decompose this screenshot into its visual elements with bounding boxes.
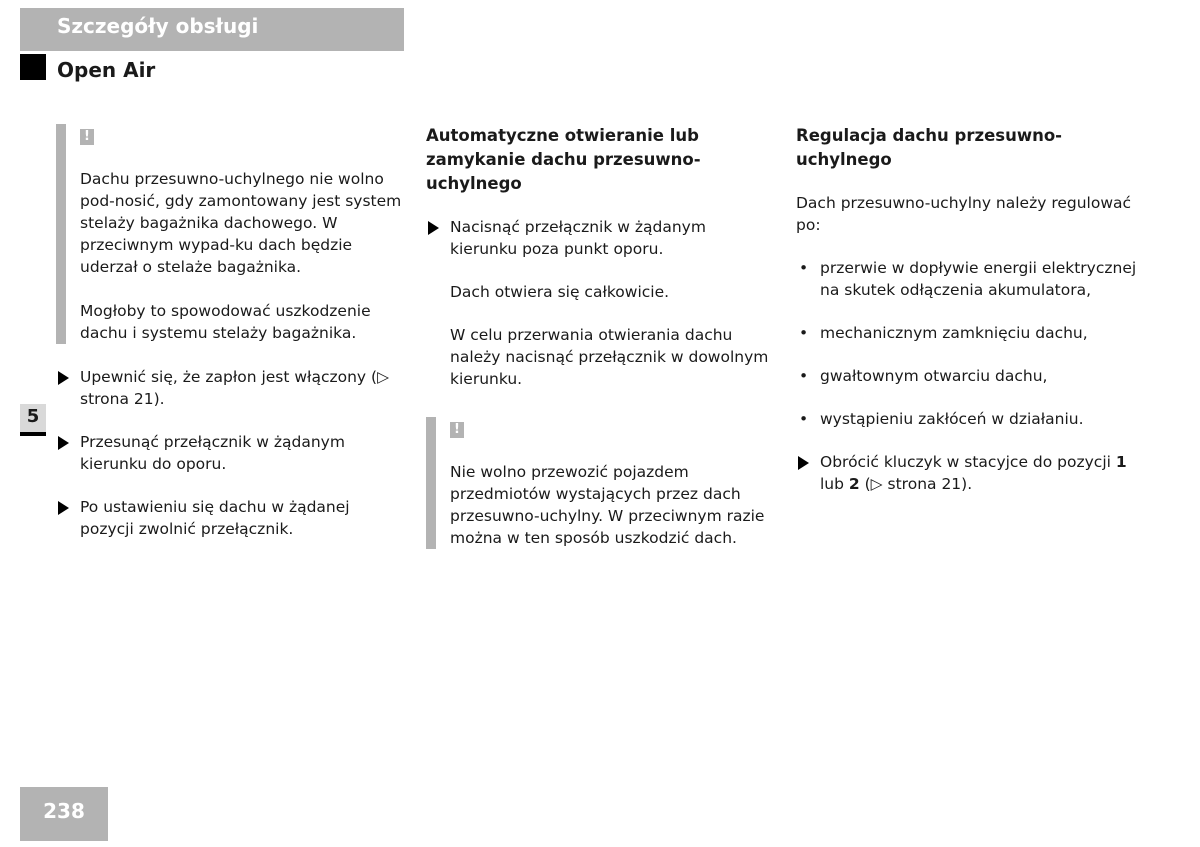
body-text: Dach otwiera się całkowicie.: [450, 283, 670, 301]
step-text: Nacisnąć przełącznik w żądanym kierunku poza punkt oporu.: [450, 218, 706, 258]
bullet-item: [796, 408, 1146, 430]
section-title: Open Air: [57, 58, 156, 82]
note-paragraph: Dachu przesuwno-uchylnego nie wolno pod-nosić, gdy zamontowany jest system stelaży bagażnika dachowego. W przeciwnym wypad-ku dach będzie uderzał o stelaże bagażnika.: [80, 170, 402, 276]
bullet-icon: •: [799, 259, 809, 277]
position-1: 1: [1115, 453, 1127, 471]
bullet-text: gwałtownym otwarciu dachu,: [820, 367, 1048, 385]
position-2: 2: [848, 475, 860, 493]
body-text: Dach przesuwno-uchylny należy regulować po:: [796, 194, 1132, 234]
bullet-icon: •: [799, 367, 809, 385]
right-column: [796, 124, 1146, 516]
step-text: Obrócić kluczyk w stacyjce do pozycji 1 lub 2 (▷ strona 21).: [820, 453, 1127, 493]
warning-icon: !: [80, 129, 94, 145]
section-marker: [20, 54, 46, 80]
note-paragraph: Mogłoby to spowodować uszkodzenie dachu i systemu stelaży bagażnika.: [80, 302, 371, 342]
warning-note: [426, 417, 776, 549]
chapter-tab: 5: [20, 404, 46, 432]
bullet-item: [796, 365, 1146, 387]
warning-note: [56, 124, 406, 344]
step-arrow-icon: [58, 501, 69, 515]
body-text: W celu przerwania otwierania dachu należy nacisnąć przełącznik w dowolnym kierunku.: [450, 326, 769, 388]
instruction-step: [56, 496, 406, 540]
step-arrow-icon: [798, 456, 809, 470]
instruction-step: [56, 366, 406, 410]
instruction-step: [426, 216, 776, 260]
step-text: Przesunąć przełącznik w żądanym kierunku do oporu.: [80, 433, 345, 473]
middle-column: [426, 124, 776, 571]
left-column: [56, 124, 406, 561]
bullet-text: przerwie w dopływie energii elektrycznej na skutek odłączenia akumulatora,: [820, 259, 1137, 299]
bullet-icon: •: [799, 410, 809, 428]
step-arrow-icon: [428, 221, 439, 235]
step-arrow-icon: [58, 371, 69, 385]
instruction-step: [56, 431, 406, 475]
note-paragraph: Nie wolno przewozić pojazdem przedmiotów wystających przez dach przesuwno-uchylny. W przeciwnym razie można w ten sposób uszkodzić dach.: [450, 463, 765, 547]
section-heading: Regulacja dachu przesuwno-uchylnego: [796, 126, 1063, 169]
bullet-item: [796, 322, 1146, 344]
bullet-icon: •: [799, 324, 809, 342]
section-heading: Automatyczne otwieranie lub zamykanie dachu przesuwno-uchylnego: [426, 126, 701, 193]
bullet-text: wystąpieniu zakłóceń w działaniu.: [820, 410, 1084, 428]
step-text: Po ustawieniu się dachu w żądanej pozycji zwolnić przełącznik.: [80, 498, 350, 538]
warning-icon: !: [450, 422, 464, 438]
bullet-text: mechanicznym zamknięciu dachu,: [820, 324, 1088, 342]
page-number: 238: [20, 787, 108, 841]
step-arrow-icon: [58, 436, 69, 450]
step-text: Upewnić się, że zapłon jest włączony (▷ strona 21).: [80, 368, 389, 408]
chapter-tab-underline: [20, 432, 46, 436]
bullet-item: [796, 257, 1146, 301]
chapter-banner: Szczegóły obsługi: [20, 8, 404, 51]
instruction-step: [796, 451, 1146, 495]
